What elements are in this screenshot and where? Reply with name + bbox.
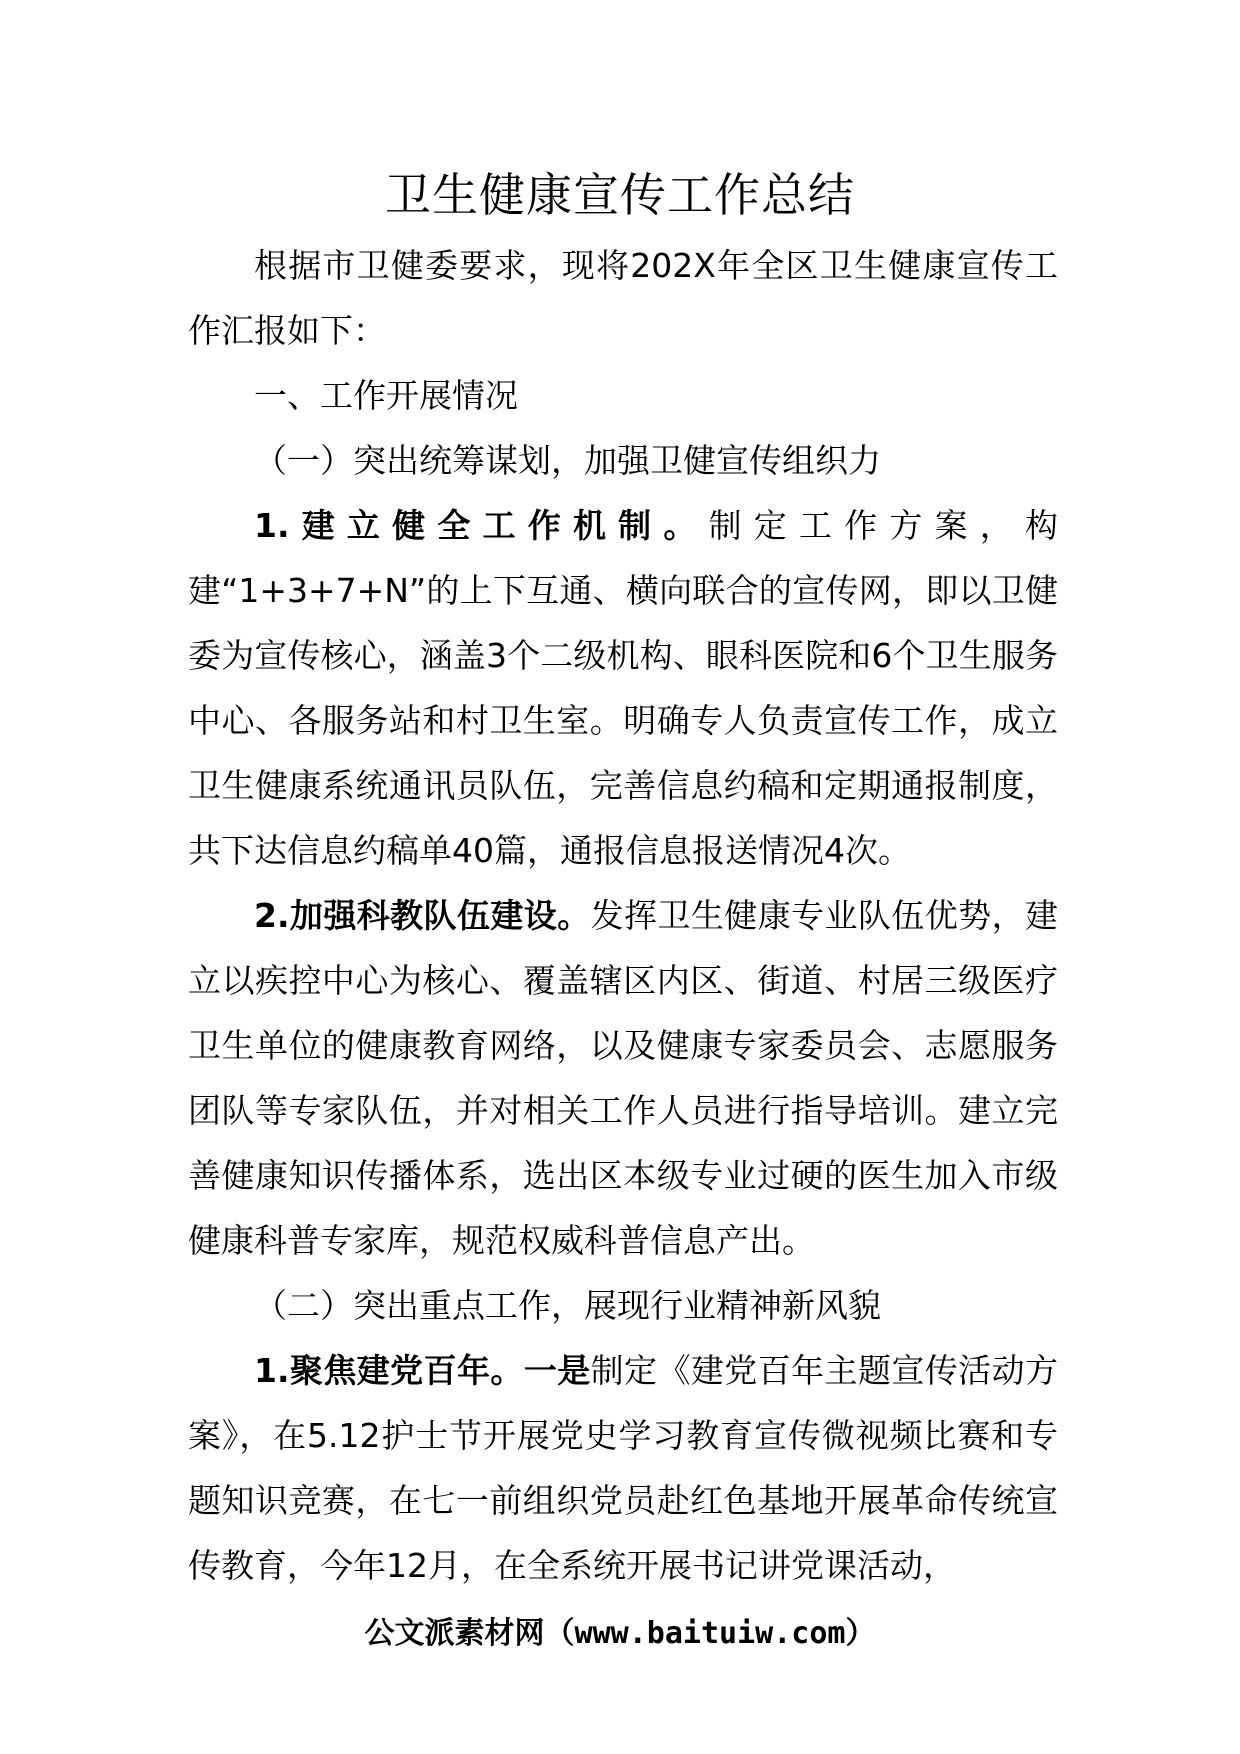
item-paragraph: [188, 883, 1058, 1273]
section-heading: 一、工作开展情况: [254, 376, 518, 415]
item-lead: 2.加强科教队伍建设。: [254, 896, 591, 935]
item-lead: 1.聚焦建党百年。: [254, 1351, 524, 1390]
intro-paragraph: 根据市卫健委要求，现将202X年全区卫生健康宣传工作汇报如下：: [188, 246, 1058, 350]
document-body: [188, 233, 1058, 1598]
footer-site-name: 公文派素材网: [364, 1616, 545, 1651]
subsection-heading: （一）突出统筹谋划，加强卫健宣传组织力: [254, 441, 881, 480]
item-text: 制定工作方案，构建“1+3+7+N”的上下互通、横向联合的宣传网，即以卫健委为宣传核心，涵盖3个二级机构、眼科医院和6个卫生服务中心、各服务站和村卫生室。明确专人负责宣传工作，成立卫生健康系统通讯员队伍，完善信息约稿和定期通报制度，共下达信息约稿单40篇，通报信息报送情况4次。: [188, 506, 1059, 870]
item-paragraph: [188, 1338, 1058, 1598]
item-text: 发挥卫生健康专业队伍优势，建立以疾控中心为核心、覆盖辖区内区、街道、村居三级医疗卫生单位的健康教育网络，以及健康专家委员会、志愿服务团队等专家队伍，并对相关工作人员进行指导培训。建立完善健康知识传播体系，选出区本级专业过硬的医生加入市级健康科普专家库，规范权威科普信息产出。: [188, 896, 1059, 1260]
item-lead: 1.建立健全工作机制。: [254, 506, 709, 545]
document-title: 卫生健康宣传工作总结: [385, 168, 855, 222]
item-lead-secondary: 一是: [523, 1351, 591, 1390]
item-paragraph: [188, 493, 1058, 883]
footer-url: （www.baituiw.com）: [544, 1616, 876, 1651]
footer-watermark: [0, 1612, 1240, 1656]
subsection-heading: （二）突出重点工作，展现行业精神新风貌: [254, 1286, 881, 1325]
item-text: 制定《建党百年主题宣传活动方案》，在5.12护士节开展党史学习教育宣传微视频比赛和专题知识竞赛，在七一前组织党员赴红色基地开展革命传统宣传教育，今年12月，在全系统开展书记讲党课活动，: [188, 1351, 1059, 1585]
